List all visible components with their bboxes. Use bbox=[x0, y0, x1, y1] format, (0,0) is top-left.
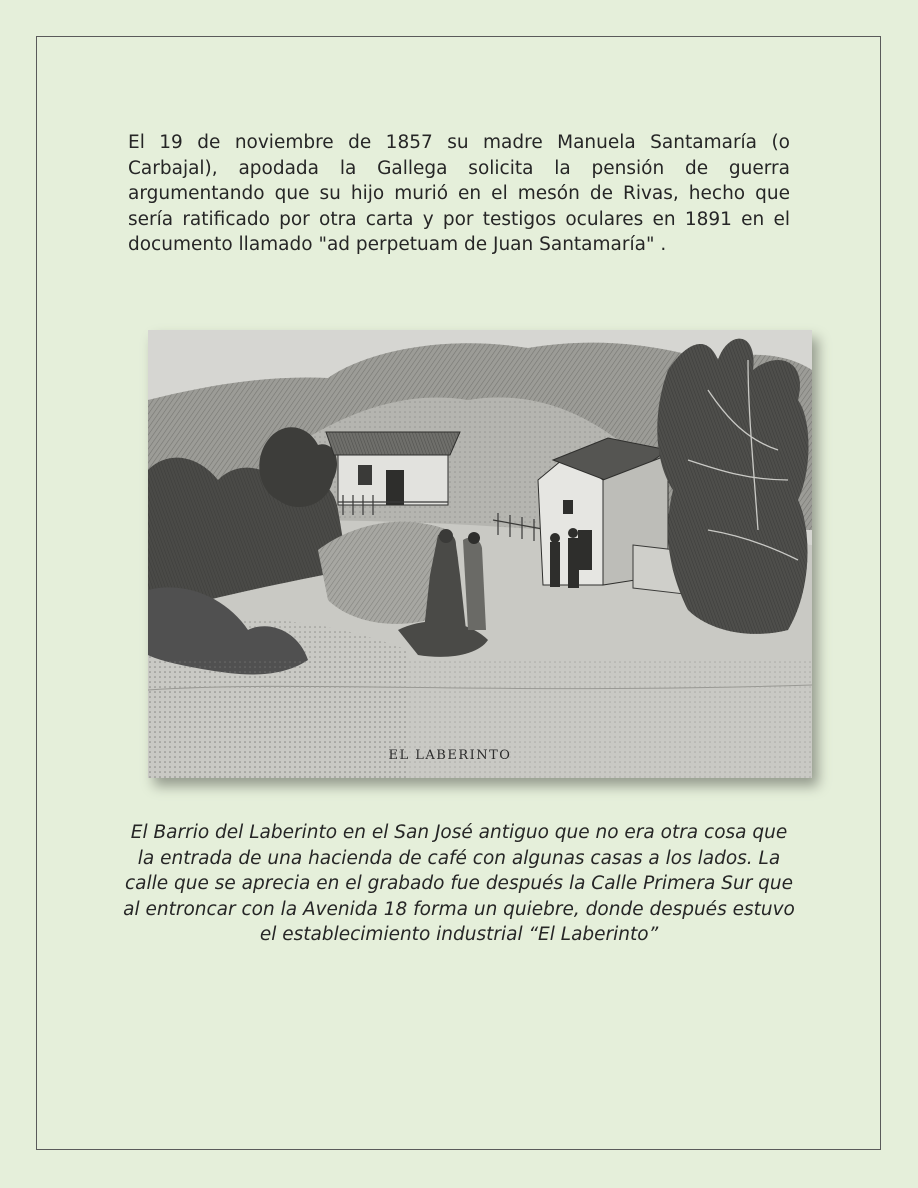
engraving-image bbox=[148, 330, 812, 778]
engraving-title: EL LABERINTO bbox=[388, 748, 512, 763]
figure-caption: El Barrio del Laberinto en el San José antiguo que no era otra cosa que la entrada de una hacienda de café con algunas casas a los lados. La calle que se aprecia en el grabado fue después la Calle Primera Sur que al entroncar con la Avenida 18 forma un quiebre, donde después estuvo el establecimiento industrial “El Laberinto” bbox=[123, 822, 795, 945]
body-paragraph: El 19 de noviembre de 1857 su madre Manuela Santamaría (o Carbajal), apodada la Gallega solicita la pensión de guerra argumentando que su hijo murió en el mesón de Rivas, hecho que sería ratificado por otra carta y por testigos oculares en 1891 en el documento llamado "ad perpetuam de Juan Santamaría" . bbox=[128, 132, 790, 255]
engraving-illustration bbox=[148, 330, 812, 778]
